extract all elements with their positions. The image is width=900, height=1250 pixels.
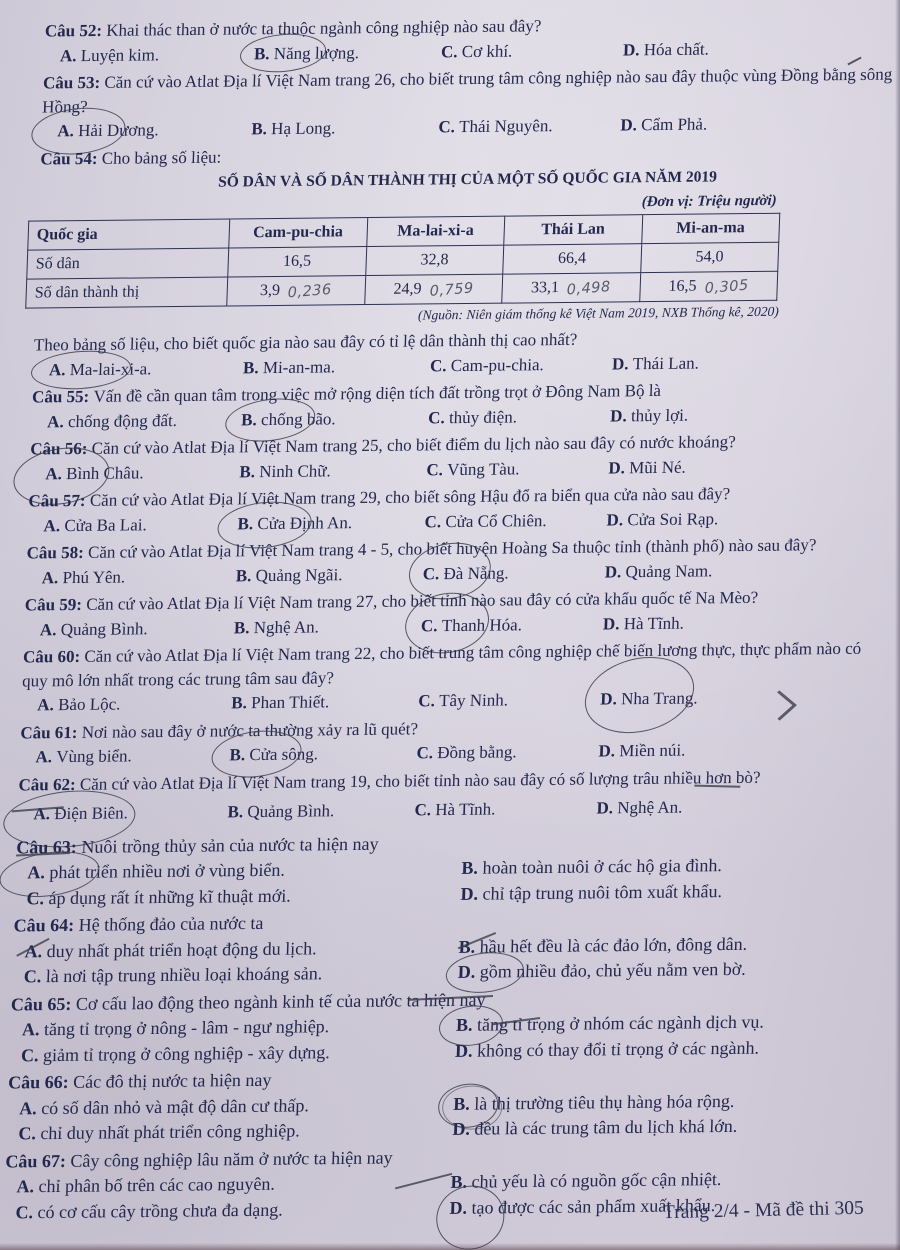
question-67-option-c bbox=[15, 1195, 450, 1224]
cell-value: 33,1 bbox=[530, 278, 560, 297]
question-53-option-c bbox=[438, 113, 621, 138]
option-text: Nghệ An. bbox=[253, 616, 320, 637]
option-key: C. bbox=[420, 615, 438, 635]
table-cell: 16,5 bbox=[228, 247, 367, 277]
table-cell: 32,8 bbox=[365, 245, 504, 275]
question-63-option-b bbox=[461, 852, 872, 881]
question-label: Câu 54: bbox=[40, 148, 98, 169]
question-55 bbox=[31, 377, 889, 434]
photo-edge-right bbox=[895, 0, 900, 1250]
question-59-option-a bbox=[40, 616, 235, 642]
table-header-cell: Thái Lan bbox=[504, 215, 643, 245]
option-text: Cam-pu-chia. bbox=[450, 354, 545, 375]
option-key: A. bbox=[41, 567, 59, 587]
option-key: A. bbox=[43, 515, 61, 535]
option-text: giảm tỉ trọng ở công nghiệp - xây dựng. bbox=[42, 1041, 331, 1065]
cell-value: 3,9 bbox=[259, 281, 281, 299]
option-key: D. bbox=[620, 115, 638, 135]
question-label: Câu 58: bbox=[26, 542, 85, 563]
question-58-option-d bbox=[604, 557, 882, 583]
option-key: D. bbox=[449, 1197, 468, 1218]
option-key: C. bbox=[427, 407, 446, 427]
option-key: D. bbox=[602, 613, 620, 633]
question-label: Câu 55: bbox=[31, 386, 90, 407]
question-64-option-d bbox=[457, 956, 868, 985]
question-label: Câu 64: bbox=[13, 914, 75, 936]
table-cell bbox=[639, 271, 778, 301]
question-65-option-c bbox=[21, 1038, 456, 1067]
question-66-option-a bbox=[19, 1091, 454, 1120]
option-text: Ma-lai-xi-a. bbox=[69, 358, 152, 379]
option-key: A. bbox=[39, 619, 57, 639]
option-key: C. bbox=[426, 459, 444, 479]
question-58-option-b bbox=[235, 562, 423, 587]
question-56 bbox=[29, 429, 887, 486]
option-text: Cửa Định An. bbox=[257, 512, 353, 533]
option-text: chống động đất. bbox=[67, 410, 178, 431]
question-52-option-b bbox=[254, 40, 442, 65]
question-52-option-a bbox=[60, 42, 255, 68]
table-cell: 54,0 bbox=[640, 242, 779, 272]
question-list bbox=[3, 11, 900, 1225]
question-60 bbox=[21, 637, 879, 717]
question-54-option-b bbox=[243, 354, 431, 379]
cell-value: 24,9 bbox=[393, 280, 422, 298]
option-key: B. bbox=[452, 1093, 471, 1114]
question-63-option-a bbox=[27, 856, 462, 885]
question-53-option-a bbox=[57, 117, 252, 143]
handwritten-ratio: 0,759 bbox=[429, 280, 474, 300]
option-key: D. bbox=[608, 457, 626, 477]
option-key: D. bbox=[606, 509, 624, 529]
option-text: Phú Yên. bbox=[62, 566, 126, 587]
option-key: B. bbox=[242, 357, 260, 377]
option-key: B. bbox=[251, 119, 268, 139]
option-key: A. bbox=[57, 121, 75, 141]
option-text: là thị trường tiêu thụ hàng hóa rộng. bbox=[473, 1090, 735, 1114]
table-source: (Nguồn: Niên giám thống kê Việt Nam 2019, NXB Thống kê, 2020) bbox=[417, 303, 780, 323]
option-key: D. bbox=[609, 405, 628, 425]
question-label: Câu 62: bbox=[18, 774, 77, 795]
question-54-option-a bbox=[49, 356, 244, 382]
option-text: Nghệ An. bbox=[617, 797, 683, 818]
option-key: C. bbox=[26, 887, 45, 908]
question-66-option-b bbox=[453, 1087, 864, 1116]
option-text: chỉ duy nhất phát triển công nghiệp. bbox=[40, 1120, 301, 1144]
question-65-options bbox=[9, 1009, 867, 1068]
question-59-option-d bbox=[603, 609, 881, 635]
table-cell bbox=[502, 273, 641, 303]
question-text: Các đô thị nước ta hiện nay bbox=[72, 1069, 272, 1092]
question-text: Căn cứ vào Atlat Địa lí Việt Nam trang 27, cho biết tỉnh nào sau đây có cửa khẩu quốc tế Na Mèo? bbox=[85, 587, 759, 614]
option-key: B. bbox=[237, 513, 254, 533]
option-key: B. bbox=[253, 43, 270, 63]
option-key: A. bbox=[27, 862, 46, 883]
option-text: thủy lợi. bbox=[630, 405, 689, 425]
option-key: A. bbox=[37, 695, 55, 715]
option-key: C. bbox=[429, 355, 447, 375]
table-cell bbox=[364, 274, 503, 304]
question-62-option-d bbox=[596, 794, 874, 820]
option-text: Thanh Hóa. bbox=[441, 614, 523, 635]
question-63-options bbox=[14, 852, 872, 911]
table-row-label: Số dân thành thị bbox=[26, 277, 228, 308]
option-key: C. bbox=[18, 1123, 37, 1144]
option-text: Luyện kim. bbox=[80, 44, 160, 65]
question-64-option-b bbox=[458, 930, 869, 959]
option-text: tạo được các sản phẩm xuất khẩu. bbox=[471, 1194, 716, 1218]
question-62-head bbox=[18, 764, 875, 796]
option-text: Đà Nẵng. bbox=[443, 562, 510, 583]
option-text: không có thay đổi tỉ trọng ở các ngành. bbox=[476, 1037, 760, 1061]
question-53 bbox=[41, 63, 899, 143]
question-59 bbox=[24, 585, 882, 642]
question-61-option-d bbox=[598, 737, 876, 763]
option-key: B. bbox=[455, 1014, 473, 1035]
option-text: Thái Lan. bbox=[632, 353, 700, 373]
option-key: B. bbox=[458, 936, 476, 957]
question-label: Câu 53: bbox=[42, 72, 101, 93]
option-text: Hạ Long. bbox=[270, 118, 336, 139]
question-60-option-b bbox=[231, 689, 419, 714]
option-text: Bình Châu. bbox=[65, 462, 145, 483]
option-text: gồm nhiều đảo, chủ yếu nằm ven bờ. bbox=[479, 958, 747, 982]
question-56-option-d bbox=[608, 453, 886, 479]
table-cell bbox=[227, 276, 366, 306]
question-61-option-c bbox=[416, 739, 599, 764]
option-text: Mũi Né. bbox=[628, 457, 687, 477]
question-65-option-a bbox=[22, 1013, 457, 1042]
question-label: Câu 56: bbox=[29, 438, 88, 459]
option-key: D. bbox=[622, 39, 640, 59]
option-key: B. bbox=[235, 565, 252, 585]
table-header-cell: Quốc gia bbox=[28, 219, 230, 250]
question-54-text: Theo bảng số liệu, cho biết quốc gia nào sau đây có tỉ lệ dân thành thị cao nhất? bbox=[33, 329, 578, 355]
option-key: A. bbox=[21, 1019, 40, 1040]
question-label: Câu 61: bbox=[20, 722, 78, 743]
option-text: Quảng Nam. bbox=[625, 560, 713, 581]
question-57-option-b bbox=[237, 510, 425, 535]
option-key: D. bbox=[457, 961, 476, 982]
option-text: tăng tỉ trọng ở nông - lâm - ngư nghiệp. bbox=[43, 1016, 330, 1040]
question-57 bbox=[27, 481, 885, 538]
option-key: C. bbox=[440, 41, 458, 61]
option-text: Miền núi. bbox=[618, 740, 686, 761]
option-text: tăng tỉ trọng ở nhóm các ngành dịch vụ. bbox=[476, 1011, 765, 1035]
question-64-option-c bbox=[23, 960, 458, 989]
question-64 bbox=[11, 905, 870, 989]
option-text: hầu hết đều là các đảo lớn, đông dân. bbox=[479, 933, 748, 957]
option-text: áp dụng rất ít những kĩ thuật mới. bbox=[48, 885, 292, 908]
question-67-option-b bbox=[450, 1166, 861, 1195]
option-text: có số dân nhỏ và mật độ dân cư thấp. bbox=[40, 1094, 310, 1118]
option-key: A. bbox=[16, 1176, 35, 1197]
question-61 bbox=[19, 712, 877, 769]
option-text: Cửa Ba Lai. bbox=[64, 514, 148, 535]
question-text: Hệ thống đảo của nước ta bbox=[78, 912, 264, 935]
question-text: Cây công nghiệp lâu năm ở nước ta hiện nay bbox=[70, 1146, 394, 1171]
question-58-option-c bbox=[422, 560, 605, 585]
handwritten-ratio: 0,498 bbox=[566, 278, 612, 299]
option-key: D. bbox=[600, 689, 618, 709]
table-header-cell: Mi-an-ma bbox=[641, 213, 780, 243]
option-key: B. bbox=[227, 802, 244, 822]
option-text: Quảng Bình. bbox=[60, 618, 149, 639]
option-key: B. bbox=[229, 745, 246, 765]
question-58 bbox=[25, 533, 883, 590]
question-label: Câu 57: bbox=[28, 490, 86, 511]
option-key: A. bbox=[46, 411, 65, 431]
question-65-option-d bbox=[455, 1034, 866, 1063]
question-60-option-d bbox=[600, 685, 878, 711]
option-key: C. bbox=[414, 800, 432, 820]
question-60-option-c bbox=[418, 687, 601, 712]
option-key: C. bbox=[438, 117, 456, 137]
question-60-head bbox=[22, 637, 880, 693]
option-text: Thái Nguyên. bbox=[458, 116, 554, 137]
question-text: Căn cứ vào Atlat Địa lí Việt Nam trang 22, cho biết trung tâm công nghiệp chế biến lương thực, thực phẩm nào có quy mô lớn nhất trong các trung tâm sau đây? bbox=[21, 638, 862, 691]
option-text: có cơ cấu cây trồng chưa đa dạng. bbox=[37, 1199, 284, 1222]
cell-value: 16,5 bbox=[668, 277, 697, 295]
option-key: C. bbox=[15, 1201, 34, 1222]
question-63-option-d bbox=[460, 877, 871, 906]
question-60-option-a bbox=[37, 691, 232, 717]
table-title: SỐ DÂN VÀ SỐ DÂN THÀNH THỊ CỦA MỘT SỐ QUỐC GIA NĂM 2019 bbox=[217, 168, 718, 191]
option-text: Hải Dương. bbox=[77, 120, 160, 141]
table-unit: (Đơn vị: Triệu người) bbox=[641, 192, 777, 211]
option-key: C. bbox=[424, 511, 442, 531]
question-label: Câu 59: bbox=[24, 594, 83, 615]
table-cell: 66,4 bbox=[503, 244, 642, 274]
question-52-option-c bbox=[441, 38, 624, 63]
option-text: Hà Tĩnh. bbox=[623, 613, 685, 633]
option-key: C. bbox=[23, 966, 42, 987]
option-text: chủ yếu là có nguồn gốc cận nhiệt. bbox=[471, 1169, 722, 1192]
option-key: D. bbox=[452, 1118, 471, 1139]
question-label: Câu 52: bbox=[44, 20, 103, 41]
question-62-option-c bbox=[414, 796, 597, 821]
question-66-option-c bbox=[18, 1117, 453, 1146]
option-text: Cửa Cổ Chiên. bbox=[445, 510, 548, 531]
option-key: B. bbox=[239, 461, 256, 481]
table-row-label: Số dân bbox=[27, 248, 229, 279]
question-52 bbox=[44, 11, 900, 68]
option-key: C. bbox=[418, 691, 436, 711]
table-header-cell: Ma-lai-xi-a bbox=[366, 216, 505, 246]
question-62-options bbox=[17, 794, 874, 826]
option-text: duy nhất phát triển hoạt động du lịch. bbox=[46, 937, 318, 961]
question-text: Nơi nào sau đây ở nước ta thường xảy ra lũ quét? bbox=[81, 718, 419, 742]
question-59-option-b bbox=[234, 614, 422, 639]
question-text: Căn cứ vào Atlat Địa lí Việt Nam trang 19, cho biết tỉnh nào sau đây có số lượng trâu nhiều hơn bò? bbox=[79, 767, 761, 794]
option-text: Vùng biển. bbox=[55, 746, 133, 767]
question-label: Câu 60: bbox=[22, 646, 81, 667]
question-64-options bbox=[11, 930, 869, 989]
option-text: chỉ phân bố trên các cao nguyên. bbox=[38, 1173, 276, 1197]
option-text: Mi-an-ma. bbox=[262, 356, 336, 377]
option-key: B. bbox=[231, 693, 248, 713]
option-text: Điện Biên. bbox=[54, 803, 129, 824]
question-label: Câu 67: bbox=[5, 1150, 67, 1172]
question-text: Nuôi trồng thủy sản của nước ta hiện nay bbox=[81, 833, 379, 857]
question-56-option-a bbox=[45, 460, 240, 486]
question-57-option-a bbox=[43, 512, 238, 538]
handwritten-ratio: 0,305 bbox=[704, 277, 749, 297]
question-66-option-d bbox=[452, 1113, 863, 1142]
question-55-option-d bbox=[610, 401, 888, 427]
question-67-option-a bbox=[16, 1170, 451, 1199]
option-key: D. bbox=[611, 353, 629, 373]
question-64-option-a bbox=[24, 934, 459, 963]
question-54 bbox=[33, 138, 897, 381]
option-key: C. bbox=[20, 1044, 39, 1065]
option-text: đều là các trung tâm du lịch khá lớn. bbox=[474, 1115, 738, 1139]
question-61-option-b bbox=[229, 741, 417, 766]
option-key: A. bbox=[35, 747, 53, 767]
handwritten-ratio: 0,236 bbox=[287, 281, 333, 302]
photo-edge-bottom bbox=[0, 1243, 900, 1250]
option-key: A. bbox=[24, 940, 43, 961]
option-text: Đồng bằng. bbox=[436, 742, 517, 763]
question-55-option-b bbox=[241, 406, 429, 431]
option-text: Vũng Tàu. bbox=[446, 458, 520, 479]
question-text: Khai thác than ở nước ta thuộc ngành công nghiệp nào sau đây? bbox=[105, 16, 542, 40]
question-53-option-d bbox=[620, 111, 898, 137]
question-55-option-a bbox=[47, 408, 242, 434]
question-62 bbox=[17, 764, 875, 826]
option-key: C. bbox=[416, 743, 434, 763]
option-text: Hóa chất. bbox=[643, 39, 710, 59]
question-57-option-d bbox=[606, 505, 884, 531]
question-65-option-b bbox=[456, 1009, 867, 1038]
question-text: Cơ cấu lao động theo ngành kinh tế của nước ta hiện nay bbox=[75, 989, 486, 1014]
question-text: Căn cứ vào Atlat Địa lí Việt Nam trang 26, cho biết trung tâm công nghiệp nào sau đây thuộc vùng Đồng bằng sông Hồng? bbox=[41, 64, 893, 117]
option-key: C. bbox=[422, 563, 440, 583]
page-footer: Trang 2/4 - Mã đề thi 305 bbox=[662, 1197, 865, 1224]
option-key: D. bbox=[598, 741, 616, 761]
question-56-option-b bbox=[239, 458, 427, 483]
question-56-option-c bbox=[426, 456, 609, 481]
question-55-option-c bbox=[428, 404, 611, 429]
option-text: chống bão. bbox=[260, 408, 337, 429]
option-key: D. bbox=[596, 798, 614, 818]
option-text: thủy điện. bbox=[448, 406, 518, 427]
question-text: Căn cứ vào Atlat Địa lí Việt Nam trang 25, cho biết điểm du lịch nào sau đây có nước khoáng? bbox=[91, 432, 737, 458]
question-61-option-a bbox=[35, 743, 230, 769]
option-key: B. bbox=[233, 617, 250, 637]
option-text: Cẩm Phả. bbox=[640, 114, 708, 135]
option-text: chỉ tập trung nuôi tôm xuất khẩu. bbox=[482, 880, 723, 904]
question-label: Câu 65: bbox=[10, 993, 72, 1015]
question-59-option-c bbox=[421, 612, 604, 637]
question-53-option-b bbox=[251, 115, 439, 140]
option-text: Quảng Bình. bbox=[247, 801, 335, 822]
option-text: Hà Tĩnh. bbox=[435, 799, 496, 820]
question-text: Cho bảng số liệu: bbox=[101, 147, 222, 168]
option-key: A. bbox=[18, 1097, 38, 1118]
option-text: Năng lượng. bbox=[273, 42, 360, 63]
option-key: D. bbox=[454, 1040, 473, 1061]
question-62-option-a bbox=[33, 800, 228, 826]
option-text: phát triển nhiều nơi ở vùng biển. bbox=[49, 859, 286, 883]
question-54-option-d bbox=[612, 349, 890, 375]
option-key: D. bbox=[604, 561, 622, 581]
option-key: B. bbox=[450, 1171, 468, 1192]
option-key: A. bbox=[48, 359, 66, 379]
question-66 bbox=[6, 1062, 865, 1146]
option-text: Nha Trang. bbox=[620, 688, 698, 709]
question-63 bbox=[14, 826, 873, 910]
option-text: hoàn toàn nuôi ở các hộ gia đình. bbox=[482, 855, 723, 878]
option-key: A. bbox=[45, 463, 63, 483]
question-54-option-c bbox=[430, 352, 613, 377]
question-text: Vấn đề cần quan tâm trong việc mở rộng diện tích đất trồng trọt ở Đông Nam Bộ là bbox=[93, 380, 662, 406]
question-label: Câu 66: bbox=[7, 1071, 70, 1093]
option-key: B. bbox=[461, 857, 479, 878]
question-text: Căn cứ vào Atlat Địa lí Việt Nam trang 29, cho biết sông Hậu đổ ra biển qua cửa nào sau đây? bbox=[89, 484, 731, 510]
question-62-option-b bbox=[227, 798, 415, 823]
option-key: B. bbox=[240, 409, 258, 429]
option-text: là nơi tập trung nhiều loại khoáng sản. bbox=[45, 963, 323, 987]
question-label: Câu 63: bbox=[16, 836, 78, 858]
question-63-option-c bbox=[26, 881, 461, 910]
question-57-option-c bbox=[424, 508, 607, 533]
question-66-options bbox=[6, 1087, 864, 1146]
option-text: Ninh Chữ. bbox=[258, 460, 332, 481]
option-key: D. bbox=[460, 883, 479, 904]
question-text: Căn cứ vào Atlat Địa lí Việt Nam trang 4 - 5, cho biết huyện Hoàng Sa thuộc tỉnh (thành phố) nào sau đây? bbox=[87, 535, 817, 562]
option-text: Quảng Ngãi. bbox=[255, 564, 343, 585]
option-key: A. bbox=[59, 45, 77, 65]
question-58-option-a bbox=[41, 564, 236, 590]
option-text: Tây Ninh. bbox=[438, 690, 509, 711]
option-text: Cơ khí. bbox=[461, 41, 513, 61]
table-header-cell: Cam-pu-chia bbox=[229, 218, 368, 248]
question-65 bbox=[9, 983, 868, 1067]
question-53-head bbox=[42, 63, 900, 119]
option-text: Phan Thiết. bbox=[250, 692, 330, 713]
option-key: A. bbox=[33, 804, 51, 824]
option-text: Cửa sông. bbox=[249, 744, 319, 765]
data-table bbox=[25, 213, 780, 309]
option-text: Cửa Soi Rạp. bbox=[627, 508, 719, 529]
option-text: Bảo Lộc. bbox=[57, 694, 121, 715]
